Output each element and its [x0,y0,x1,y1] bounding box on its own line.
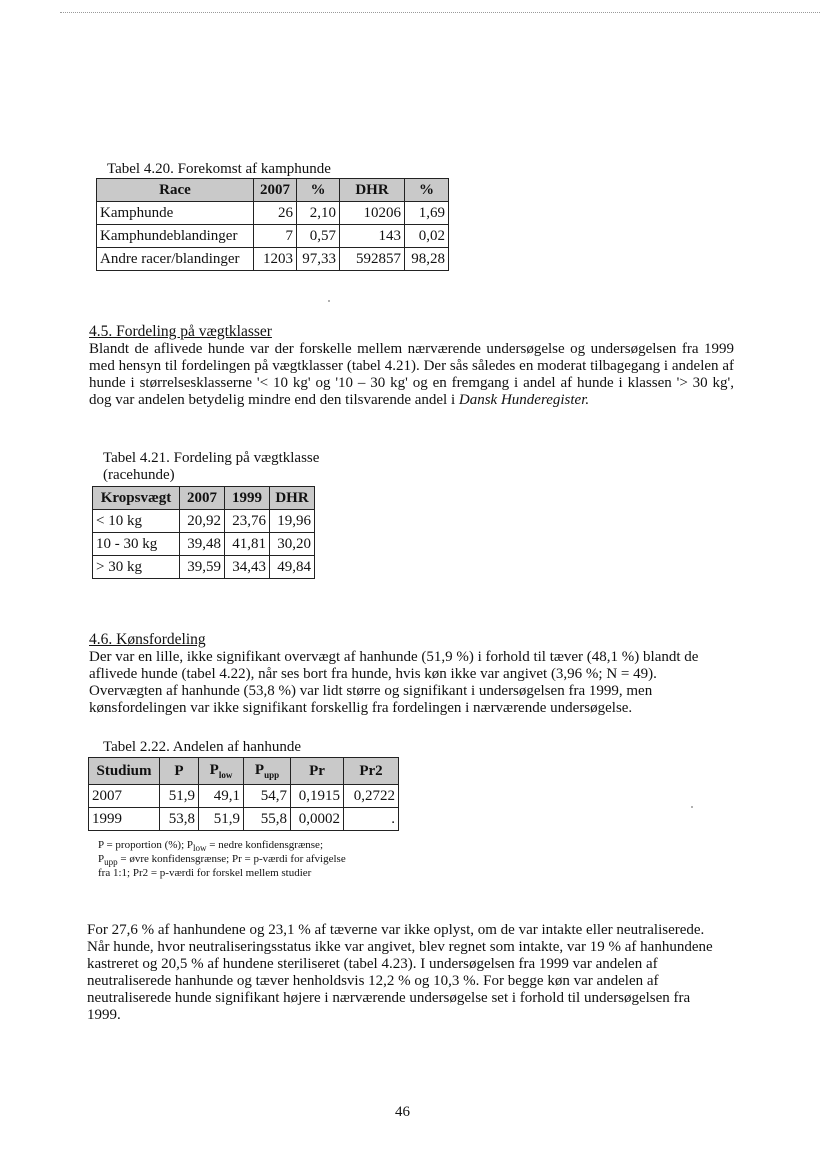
table-cell: 23,76 [225,510,270,533]
section-4-5-body [89,341,734,409]
col-header-pr2: Pr2 [344,758,399,785]
table-cell: 1,69 [405,202,449,225]
table-cell: 51,9 [199,808,244,831]
table-cell: 55,8 [244,808,291,831]
table-cell: 39,48 [180,533,225,556]
table-cell: 0,2722 [344,785,399,808]
table-row [89,808,399,831]
table-row [93,533,315,556]
table-cell: 49,1 [199,785,244,808]
table-cell: 20,92 [180,510,225,533]
table-2-22-note-line3: fra 1:1; Pr2 = p-værdi for forskel mellem studier [98,867,312,879]
table-cell: 10 - 30 kg [93,533,180,556]
table-cell: 1203 [254,248,297,271]
table-row [89,785,399,808]
col-header-studium: Studium [89,758,160,785]
table-cell: 0,02 [405,225,449,248]
note-text: = nedre konfidensgrænse; [206,839,323,851]
scan-top-border [60,12,820,13]
table-cell: 2007 [89,785,160,808]
table-cell: 54,7 [244,785,291,808]
table-row [97,248,449,271]
table-cell: 10206 [340,202,405,225]
col-header-dhr: DHR [340,179,405,202]
col-header-2007: 2007 [180,487,225,510]
table-cell: 26 [254,202,297,225]
table-cell: 143 [340,225,405,248]
note-text: = øvre konfidensgrænse; Pr = p-værdi for afvigelse [117,853,346,865]
col-header-pr: Pr [291,758,344,785]
table-cell: 34,43 [225,556,270,579]
table-4-20 [96,178,449,271]
table-row [97,225,449,248]
table-header-row [97,179,449,202]
table-2-22-caption: Tabel 2.22. Andelen af hanhunde [103,739,302,755]
table-cell: 41,81 [225,533,270,556]
col-header-p-low [199,758,244,785]
table-cell: 0,57 [297,225,340,248]
note-text: P = proportion (%); P [98,839,194,851]
table-4-21-caption-sub: (racehunde) [103,467,175,483]
p-low-main: P [209,762,219,778]
col-header-p-upp [244,758,291,785]
p-low-sub: low [218,770,233,780]
note-sub: low [193,843,207,854]
section-4-5-heading: 4.5. Fordeling på vægtklasser [89,323,272,340]
p-upp-sub: upp [264,770,280,780]
table-header-row [89,758,399,785]
table-4-21-caption: Tabel 4.21. Fordeling på vægtklasse [103,450,320,466]
section-4-5-text: Blandt de aflivede hunde var der forskelle mellem nærværende undersøgelse og undersøgelsen fra 1999 med hensyn til fordelingen på vægtklasser (tabel 4.21). Der sås således en moderat tilbagegang i andelen af hunde i størrelsesklasserne '< 10 kg' og '10 – 30 kg' og en fremgang i andel af hunde i klassen '> 30 kg', dog var andelen betydelig mindre end den tilsvarende andel i [89,341,734,408]
table-cell: 39,59 [180,556,225,579]
table-2-22 [88,757,399,831]
col-header-dhr-percent: % [405,179,449,202]
table-cell: < 10 kg [93,510,180,533]
table-cell: 19,96 [270,510,315,533]
table-header-row [93,487,315,510]
table-cell: Kamphundeblandinger [97,225,254,248]
table-cell: 592857 [340,248,405,271]
section-4-6-body: Der var en lille, ikke signifikant overvægt af hanhunde (51,9 %) i forhold til tæver (48,1 %) blandt de aflivede hunde (tabel 4.22), når ses bort fra hunde, hvis køn ikke var angivet (3,96 %; N = 49). Overvægten af hanhunde (53,8 %) var lidt større og signifikant i undersøgelsen fra 1999, men kønsfordelingen var ikke signifikant forskellig fra fordelingen i nærværende undersøgelse. [89,649,699,716]
table-cell: Andre racer/blandinger [97,248,254,271]
table-cell: 0,1915 [291,785,344,808]
table-cell: 49,84 [270,556,315,579]
table-4-20-caption: Tabel 4.20. Forekomst af kamphunde [107,161,331,177]
col-header-race: Race [97,179,254,202]
col-header-dhr: DHR [270,487,315,510]
table-cell: 51,9 [160,785,199,808]
table-cell: > 30 kg [93,556,180,579]
table-cell: 53,8 [160,808,199,831]
table-row [97,202,449,225]
table-cell: Kamphunde [97,202,254,225]
scan-speck [691,806,693,808]
col-header-p: P [160,758,199,785]
section-4-6-heading: 4.6. Kønsfordeling [89,631,206,648]
note-text: P [98,853,105,865]
scan-speck [328,300,330,302]
table-4-21 [92,486,315,579]
table-row [93,556,315,579]
col-header-2007: 2007 [254,179,297,202]
table-cell: 30,20 [270,533,315,556]
table-cell: 97,33 [297,248,340,271]
table-cell: 7 [254,225,297,248]
section-4-5-italic: Dansk Hunderegister. [458,392,590,408]
closing-paragraph: For 27,6 % af hanhundene og 23,1 % af tæverne var ikke oplyst, om de var intakte eller neutraliserede. Når hunde, hvor neutraliseringsstatus ikke var angivet, blev regnet som intakte, var 19 % af hanhundene kastreret og 20,5 % af hundene steriliseret (tabel 4.23). I undersøgelsen fra 1999 var andelen af neutraliserede hanhunde og tæver henholdsvis 12,2 % og 10,3 %. For begge køn var andelen af neutraliserede hunde signifikant højere i nærværende undersøgelse set i forhold til undersøgelsen fra 1999. [87,922,713,1023]
col-header-kropsvaegt: Kropsvægt [93,487,180,510]
table-cell: 0,0002 [291,808,344,831]
p-upp-main: P [254,762,265,778]
page-number: 46 [395,1104,410,1120]
col-header-1999: 1999 [225,487,270,510]
note-sub: upp [104,857,118,868]
table-cell: 2,10 [297,202,340,225]
col-header-percent: % [297,179,340,202]
table-row [93,510,315,533]
table-cell: 98,28 [405,248,449,271]
table-cell: 1999 [89,808,160,831]
table-cell: . [344,808,399,831]
